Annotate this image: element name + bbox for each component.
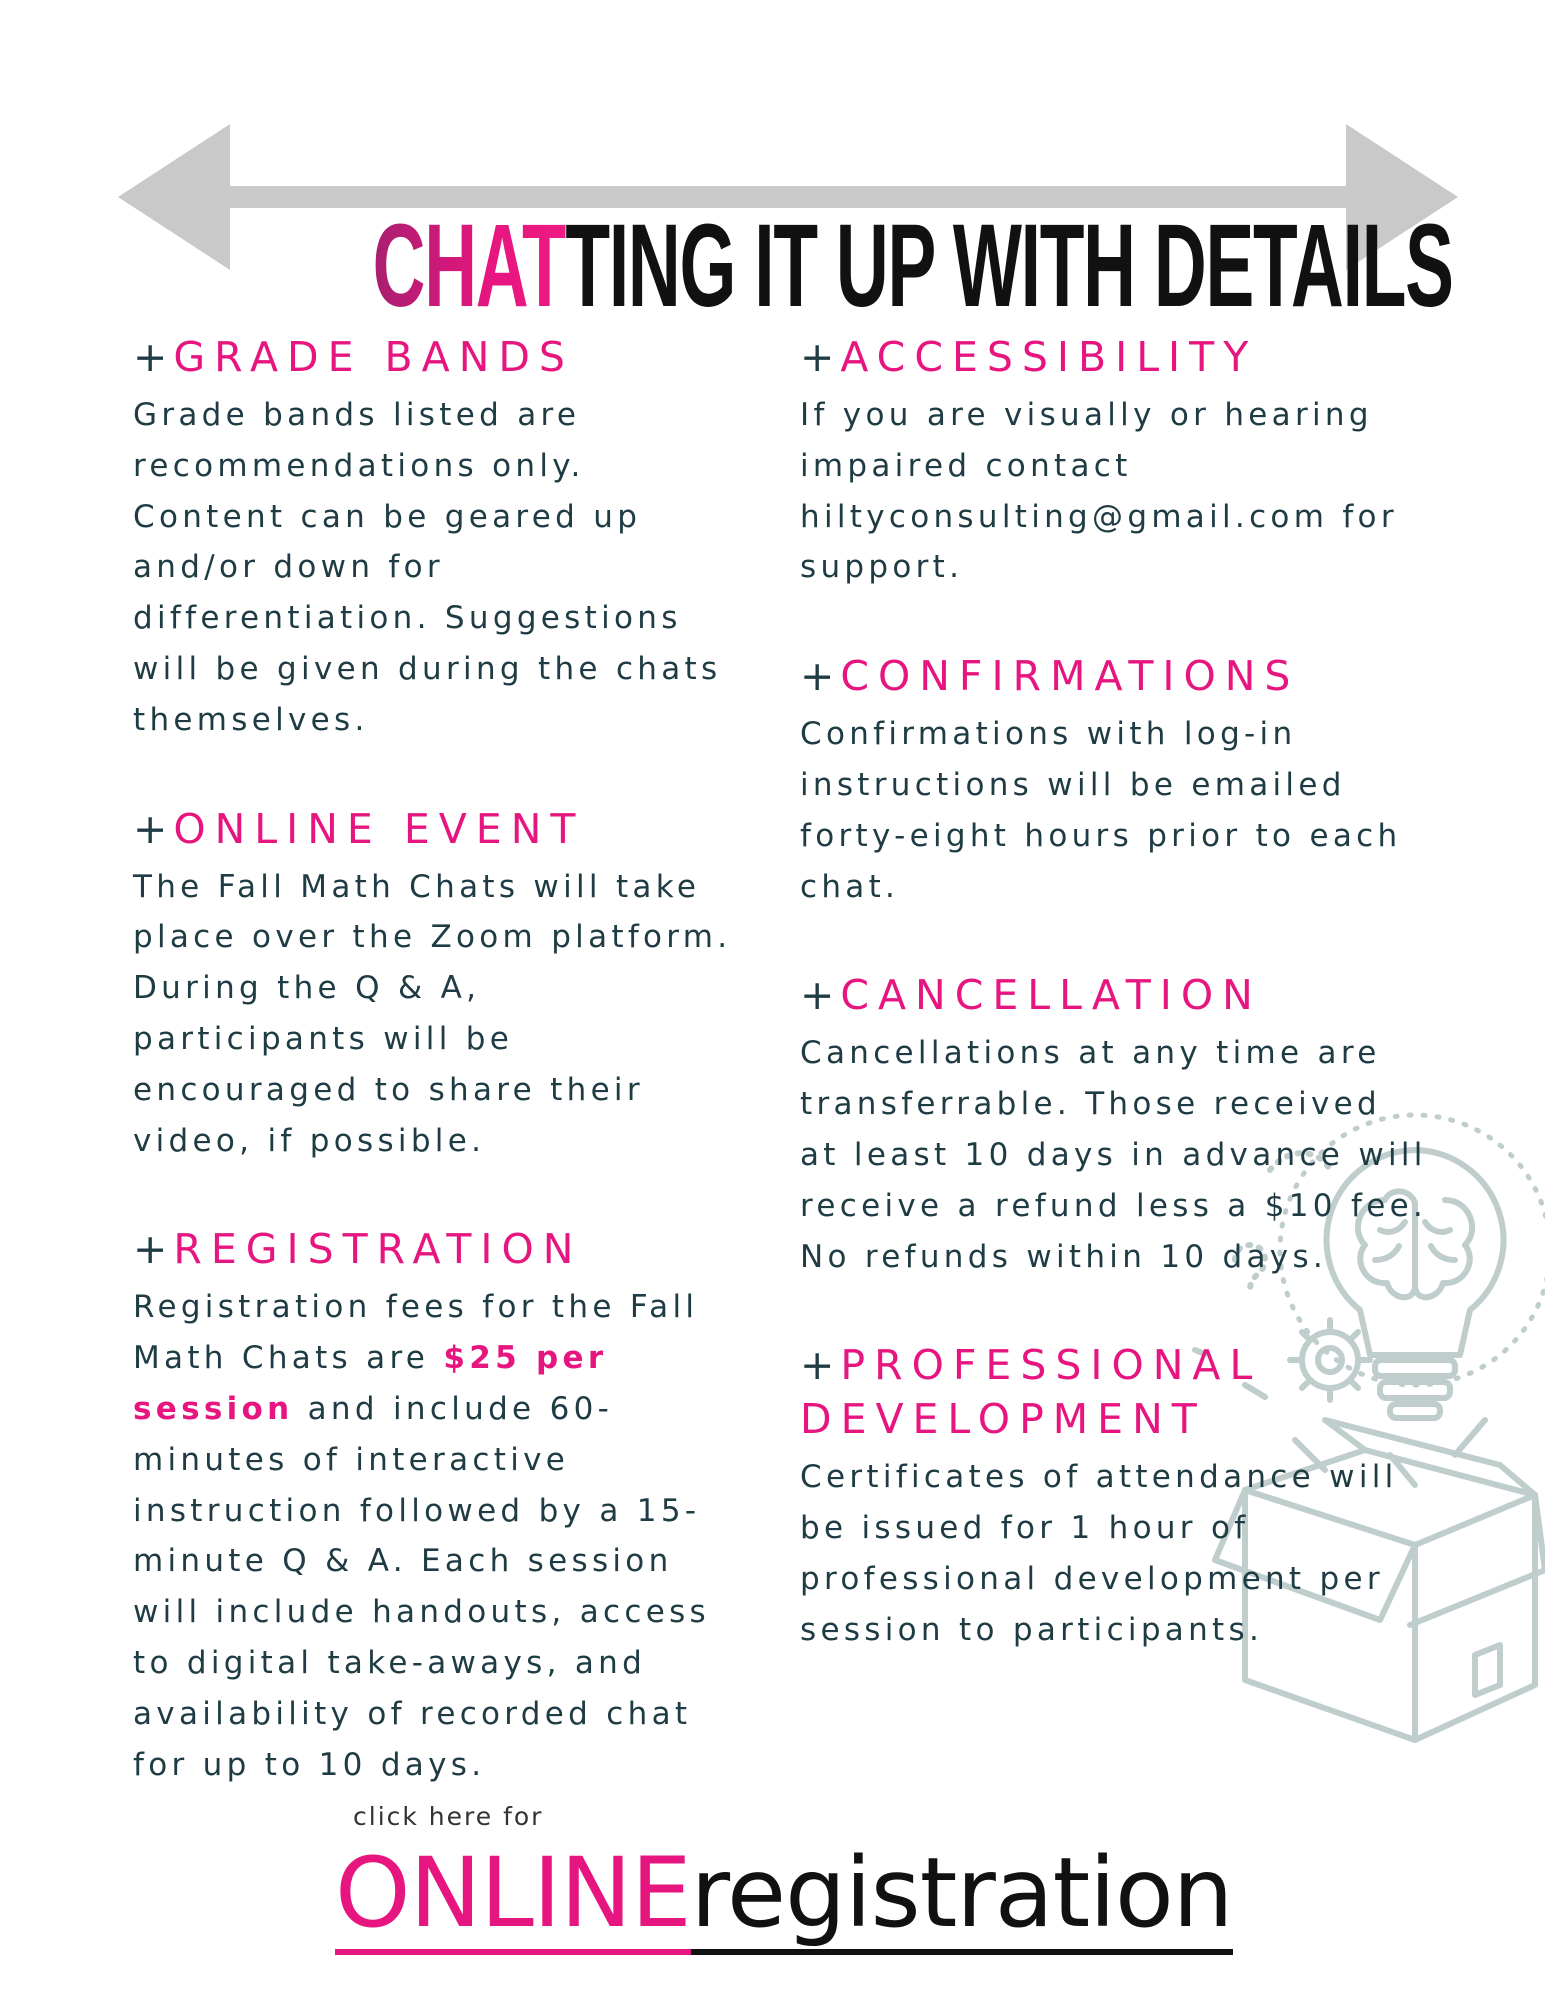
section-body: The Fall Math Chats will take place over the Zoom platform. During the Q & A, participants will be encouraged to share their video, if possible. [133, 868, 732, 1159]
section-body: Certificates of attendance will be issued for 1 hour of professional development per session to participants. [800, 1459, 1398, 1648]
section-online-event [133, 802, 763, 1167]
title-rest: TING IT UP WITH DETAILS [565, 200, 1453, 333]
online-registration-link[interactable] [335, 1837, 1233, 1949]
plus-icon: + [800, 652, 839, 701]
section-heading: +ONLINE EVENT [133, 804, 585, 853]
section-heading: +CANCELLATION [800, 971, 1262, 1020]
section-heading: +GRADE BANDS [133, 333, 574, 381]
section-heading: +CONFIRMATIONS [800, 652, 1300, 701]
click-note: click here for [353, 1802, 544, 1831]
plus-icon: + [800, 333, 839, 381]
plus-icon: + [133, 804, 172, 853]
title-accent: CHAT [372, 200, 566, 333]
section-heading: +REGISTRATION [133, 1225, 583, 1274]
link-accent: ONLINE [335, 1837, 691, 1955]
section-grade-bands [133, 330, 763, 746]
section-professional-development [800, 1338, 1450, 1655]
left-column [133, 330, 763, 1846]
price-highlight: $25 per [443, 1340, 608, 1377]
contact-email[interactable]: hiltyconsulting@gmail.com for [800, 498, 1398, 535]
section-registration [133, 1222, 763, 1790]
section-heading: +PROFESSIONAL DEVELOPMENT [800, 1341, 1262, 1444]
section-body: Confirmations with log-in instructions will be emailed forty-eight hours prior to each chat. [800, 716, 1402, 905]
price-highlight: session [133, 1390, 294, 1427]
link-rest: registration [691, 1837, 1233, 1955]
plus-icon: + [800, 1341, 839, 1390]
plus-icon: + [133, 1225, 172, 1274]
section-body: Cancellations at any time are transferrable. Those received at least 10 days in advance will receive a refund less a $10 fee. No refunds within 10 days. [800, 1035, 1428, 1275]
right-column [800, 330, 1450, 1712]
plus-icon: + [800, 971, 839, 1020]
section-body: If you are visually or hearing impaired contact hiltyconsulting@gmail.com for support. [800, 397, 1398, 586]
page-title [372, 200, 1453, 333]
section-body: Grade bands listed are recommendations only. Content can be geared up and/or down for differentiation. Suggestions will be given during the chats themselves. [133, 397, 722, 738]
page-header [118, 118, 1458, 333]
section-accessibility [800, 330, 1450, 593]
section-heading: +ACCESSIBILITY [800, 333, 1258, 381]
section-cancellation [800, 968, 1450, 1282]
section-body: Registration fees for the Fall Math Chats are $25 per session and include 60- minutes of interactive instruction followed by a 15- minute Q & A. Each session will include handouts, access to digital take-aways, and availability of recorded chat for up to 10 days. [133, 1289, 710, 1783]
plus-icon: + [133, 333, 172, 381]
section-confirmations [800, 649, 1450, 912]
